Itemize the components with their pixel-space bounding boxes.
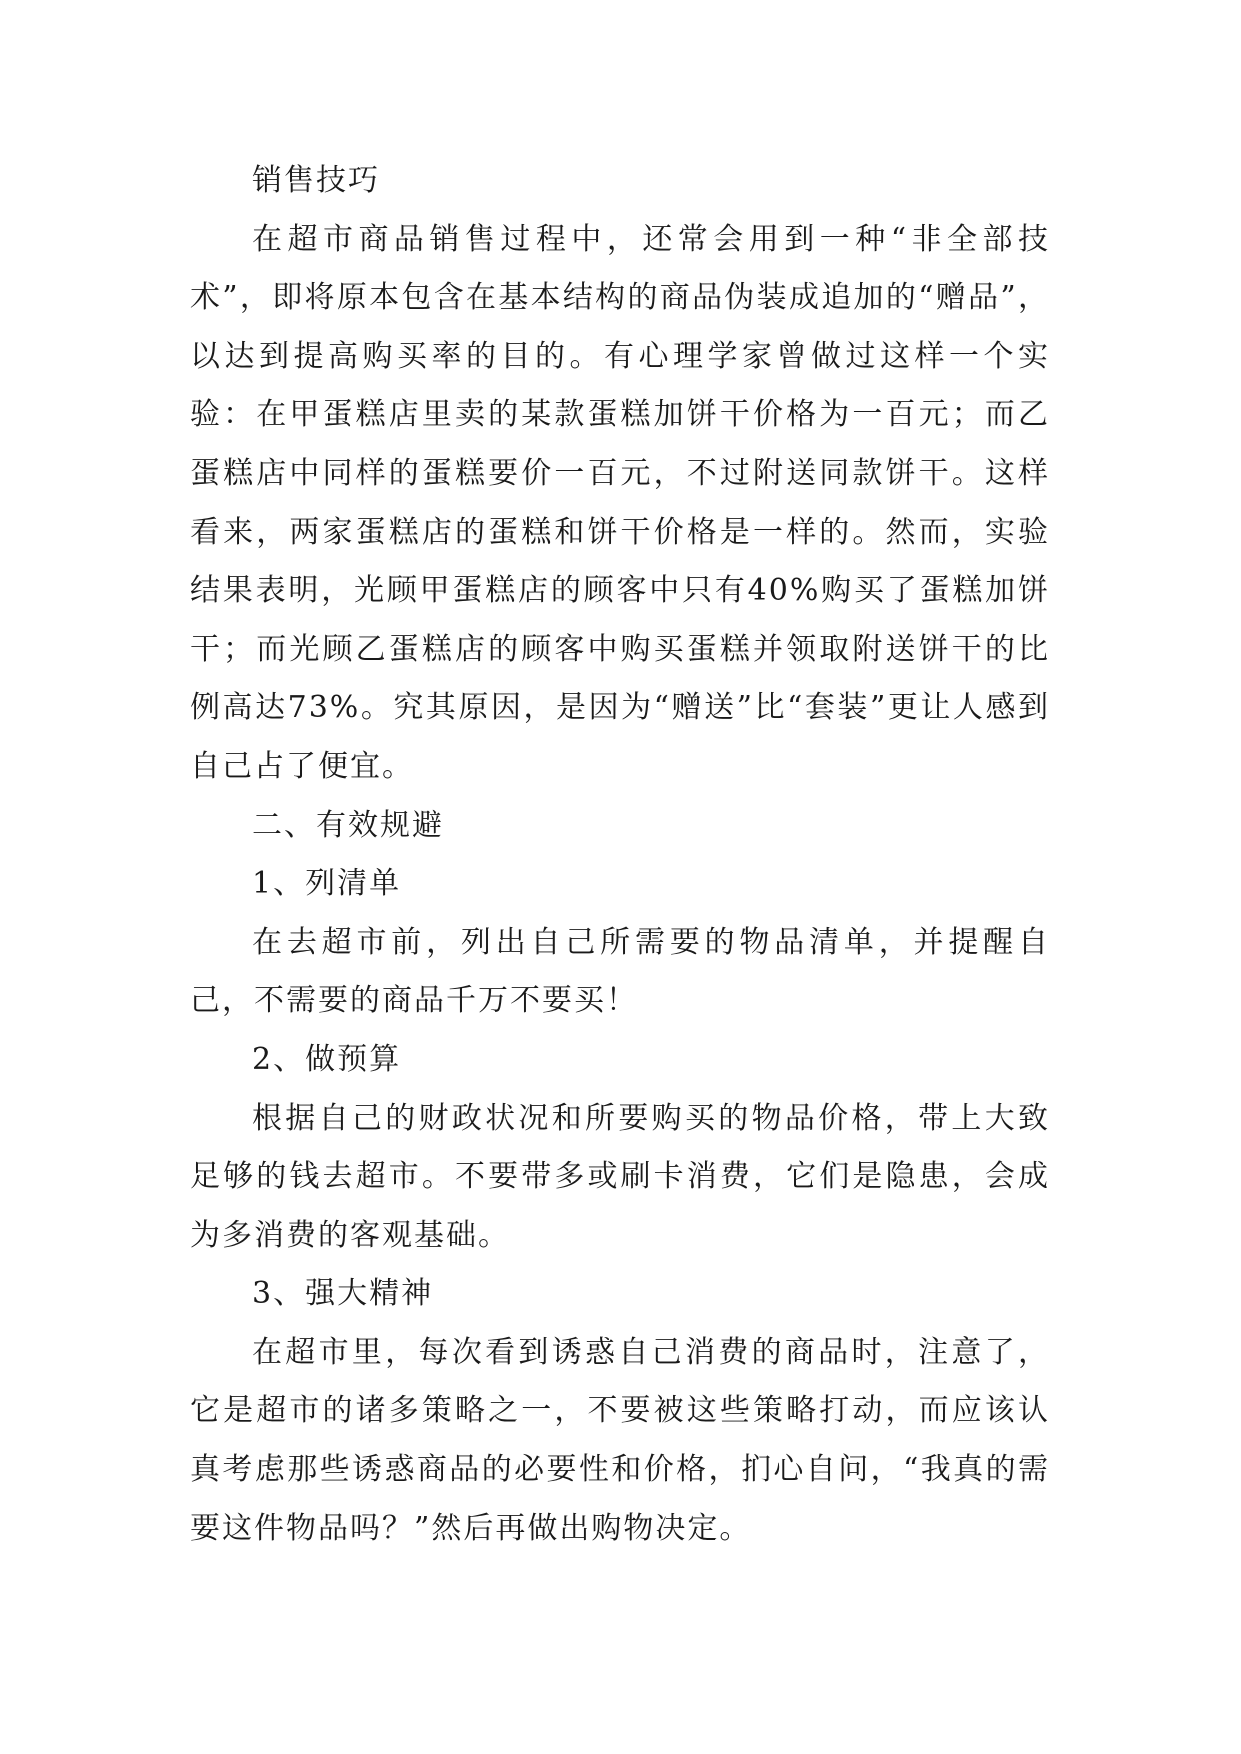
subheading-make-list: 1、列清单 bbox=[252, 866, 402, 902]
document-body bbox=[190, 152, 1050, 1558]
subheading-budget: 2、做预算 bbox=[252, 1041, 402, 1077]
section-heading-sales-tips: 销售技巧 bbox=[252, 163, 380, 198]
section-heading-avoidance: 二、有效规避 bbox=[252, 807, 444, 843]
paragraph-strong-mind: 在超市里，每次看到诱惑自己消费的商品时，注意了，它是超市的诸多策略之一，不要被这些策略打动，而应该认真考虑那些诱惑商品的必要性和价格，扪心自问，“我真的需要这件物品吗？”然后再做出购物决定。 bbox=[190, 1334, 1050, 1546]
paragraph-budget: 根据自己的财政状况和所要购买的物品价格，带上大致足够的钱去超市。不要带多或刷卡消费，它们是隐患，会成为多消费的客观基础。 bbox=[190, 1100, 1050, 1253]
paragraph-gift-technique: 在超市商品销售过程中，还常会用到一种“非全部技术”，即将原本包含在基本结构的商品伪装成追加的“赠品”，以达到提高购买率的目的。有心理学家曾做过这样一个实验：在甲蛋糕店里卖的某款蛋糕加饼干价格为一百元；而乙蛋糕店中同样的蛋糕要价一百元，不过附送同款饼干。这样看来，两家蛋糕店的蛋糕和饼干价格是一样的。然而，实验结果表明，光顾甲蛋糕店的顾客中只有40%购买了蛋糕加饼干；而光顾乙蛋糕店的顾客中购买蛋糕并领取附送饼干的比例高达73%。究其原因，是因为“赠送”比“套装”更让人感到自己占了便宜。 bbox=[190, 221, 1050, 784]
subheading-strong-mind: 3、强大精神 bbox=[252, 1276, 434, 1312]
paragraph-make-list: 在去超市前，列出自己所需要的物品清单，并提醒自己，不需要的商品千万不要买！ bbox=[190, 924, 1050, 1019]
